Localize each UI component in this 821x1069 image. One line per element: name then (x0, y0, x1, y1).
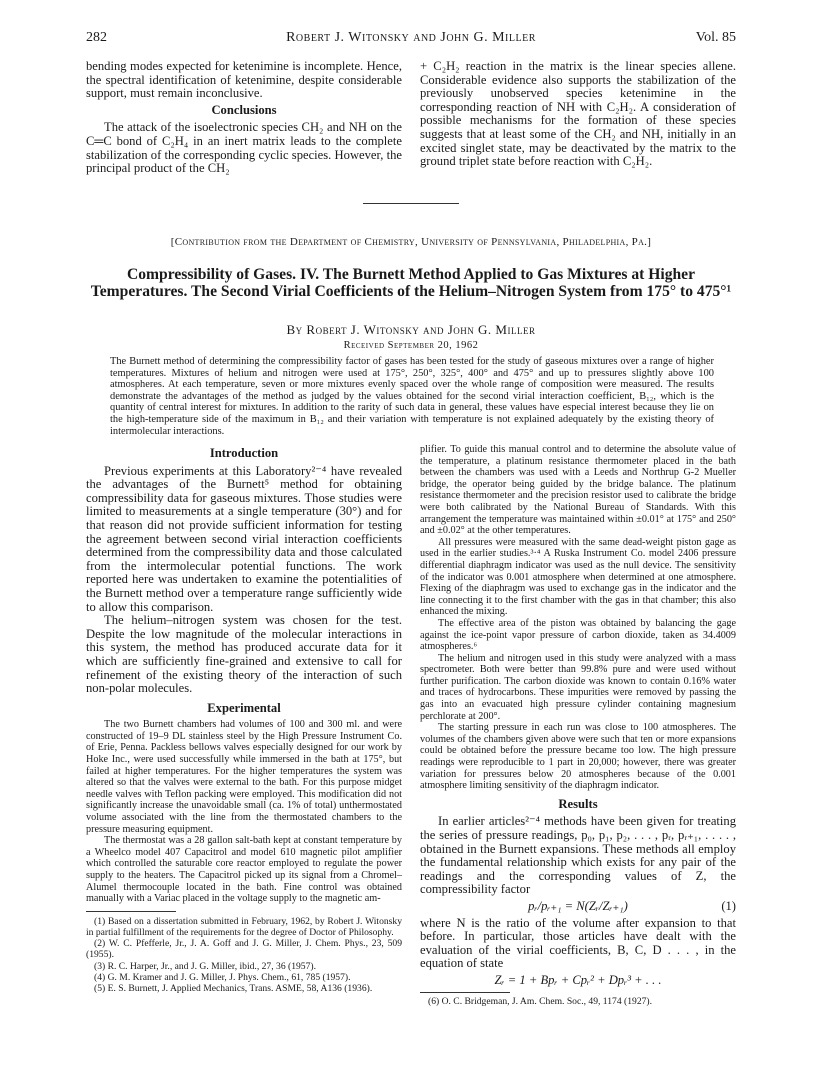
footnote-3: (3) R. C. Harper, Jr., and J. G. Miller, ibid., 27, 36 (1957). (94, 960, 316, 972)
experimental-paragraph-4: All pressures were measured with the same dead-weight piston gage as used in the earlier studies.³·⁴ A Ruska Instrument Co. model 2406 pressure differential diaphragm indicator was used as the null device. The sensitivity of the indicator was 0.001 atmosphere when determined at one atmosphere. Flexing of the diaphragm was used to exchange gas in the indicator and the line connecting it to the first chamber with the gas in that chamber; this also enhanced the mixing. (420, 536, 736, 618)
continued-paragraph: bending modes expected for ketenimine is incomplete. Hence, the spectral identification of ketenimine, despite considerable support, must remain inconclusive. (86, 59, 402, 101)
equation-1 (420, 900, 736, 914)
top-left-column (86, 60, 402, 176)
footnote-2: (2) W. C. Pfefferle, Jr., J. A. Goff and J. G. Miller, J. Chem. Phys., 23, 509 (1955). (86, 938, 402, 961)
results-paragraph-1: In earlier articles²⁻⁴ methods have been given for treating the series of pressure readings, p₀, p₁, p₂, . . . , pᵣ, pᵣ₊₁, . . . . , obtained in the Burnett expansions. These methods all employ the fundamental relationship which exists for any pair of the readings and the corresponding values of Z, the compressibility factor (420, 814, 736, 897)
article-title: Compressibility of Gases. IV. The Burnett Method Applied to Gas Mixtures at Higher Temperatures. The Second Virial Coefficients of the Helium–Nitrogen System from 175° to 475°¹ (90, 266, 732, 300)
footnote-rule (86, 911, 176, 912)
page-number: 282 (86, 30, 107, 45)
footnotes-right (420, 996, 736, 1007)
conclusions-heading: Conclusions (211, 102, 277, 117)
experimental-paragraph-1: The two Burnett chambers had volumes of 100 and 300 ml. and were constructed of 19–9 DL stainless steel by the High Pressure Instrument Co. of Erie, Penna. Packless bellows valves especially designed for our work by Hoke Inc., were used successfully while immersed in the bath at 175°, but failed at higher temperatures. For the higher temperatures the system was altered so that the valves were external to the bath. For this purpose midget needle valves with Teflon packing were employed. This modification did not significantly increase the unavoidable small (ca. 1% of total) unthermostated volume associated with the line from the thermostated chambers to the pressure measuring equipment. (86, 719, 402, 835)
right-column (420, 444, 736, 1007)
running-header (86, 30, 736, 50)
abstract: The Burnett method of determining the compressibility factor of gases has been tested for the study of gaseous mixtures over a range of higher temperatures. Mixtures of helium and nitrogen were used at 175°, 250°, 325°, 400° and 475° and up to pressures slightly above 100 atmospheres. At each temperature, seven or more mixtures evenly spaced over the whole range of composition were measured. The results demonstrate the advantages of the method as judged by the values obtained for the second virial interaction coefficient, B₁₂, which is the quantity of central interest for mixtures. In addition to the rarity of such data in general, these values have especial interest because they lie on the high-temperature side of the maximum in B₁₂ and their variation with temperature is not explained adequately by the existing theory of intermolecular interactions. (110, 356, 714, 437)
introduction-heading: Introduction (209, 446, 279, 460)
results-paragraph-2: where N is the ratio of the volume after expansion to that before. In particular, those articles have dealt with the evaluation of the virial coefficients, B, C, D . . . , in the equation of state (420, 915, 736, 971)
introduction-paragraph-1: Previous experiments at this Laboratory²⁻⁴ have revealed the advantages of the Burnett⁵ method for obtaining compressibility data for gaseous mixtures. Those studies were limited to measurements at a single temperature (30°) and for that reason did not provide sufficient information for testing the agreement between second virial interaction coefficients determined from the compressibility data and those calculated from the intermolecular potential functions. The work reported here was undertaken to examine the potentialities of the Burnett method over a temperature range sufficiently wide to allow this comparison. (86, 463, 402, 614)
continued-paragraph-right: + C₂H₂ reaction in the matrix is the linear species allene. Considerable evidence also supports the stabilization of the previously unobserved species ketenimine in the corresponding reaction of NH with C₂H₂. A consideration of possible mechanisms for the formation of these species suggests that at least some of the CH₂ and NH, initially in an excited singlet state, may be deactivated by the matrix to the ground triplet state before reaction with C₂H₂. (420, 59, 736, 169)
experimental-paragraph-5: The effective area of the piston was obtained by balancing the gage against the ice-point vapor pressure of carbon dioxide, taken as 34.4009 atmospheres.⁶ (420, 617, 736, 653)
equation-1-body: pᵣ/pᵣ₊₁ = N(Zᵣ/Zᵣ₊₁) (528, 898, 628, 913)
byline: By Robert J. Witonsky and John G. Miller (286, 322, 536, 337)
footnote-1: (1) Based on a dissertation submitted in February, 1962, by Robert J. Witonsky in partial fulfillment of the requirements for the degree of Doctor of Philosophy. (86, 915, 402, 938)
footnote-6: (6) O. C. Bridgeman, J. Am. Chem. Soc., 49, 1174 (1927). (428, 995, 653, 1007)
equation-2 (420, 974, 736, 988)
equation-1-number: (1) (721, 898, 736, 913)
introduction-paragraph-2: The helium–nitrogen system was chosen for the test. Despite the low magnitude of the molecular interactions in this system, the method has produced accurate data for it which are sufficiently fine-grained and extensive to call for refinement of the existing theory of the interaction of such non-polar molecules. (86, 613, 402, 696)
results-heading: Results (558, 796, 598, 811)
received-date: Received September 20, 1962 (343, 340, 479, 351)
top-right-column (420, 60, 736, 169)
footnotes-left (86, 916, 402, 994)
running-authors: Robert J. Witonsky and John G. Miller (286, 30, 536, 45)
volume-number: Vol. 85 (695, 30, 736, 45)
contribution-line: [Contribution from the Department of Chemistry, University of Pennsylvania, Philadelphia, Pa.] (170, 236, 652, 248)
experimental-paragraph-2: The thermostat was a 28 gallon salt-bath kept at constant temperature by a Wheelco model 407 Capacitrol and model 610 magnetic pilot amplifier which controlled the saturable core reactor employed to regulate the power supply to the heaters. The Capacitrol picked up its signal from a Chromel–Alumel thermocouple located in the bath. Fine control was obtained manually with a Variac placed in the voltage supply to the magnetic am- (86, 835, 402, 905)
footnote-4: (4) G. M. Kramer and J. G. Miller, J. Phys. Chem., 61, 785 (1957). (94, 971, 351, 983)
experimental-paragraph-3: plifier. To guide this manual control and to determine the absolute value of the temperature, a platinum resistance thermometer placed in the bath between the chambers was used with a Leeds and Northrup G-2 Mueller bridge, the operator being guided by the bridge balance. The platinum resistance thermometer and the precision resistor used to calibrate the bridge were both calibrated by the National Bureau of Standards. With this arrangement the temperature was maintained within ±0.01° at 175° and 250° and ±0.02° at the other temperatures. (420, 444, 736, 537)
experimental-paragraph-6: The helium and nitrogen used in this study were analyzed with a mass spectrometer. Both were better than 99.8% pure and were used without further purification. The carbon dioxide was known to contain 0.16% water and traces of hydrocarbons. These impurities were removed by passing the gas into an evacuated high pressure cylinder containing magnesium perchlorate at 200°. (420, 652, 736, 722)
footnote-5: (5) E. S. Burnett, J. Applied Mechanics, Trans. ASME, 58, A136 (1936). (94, 983, 373, 994)
footnote-rule-right (420, 992, 510, 993)
left-column (86, 444, 402, 994)
equation-2-body: Zᵣ = 1 + Bpᵣ + Cpᵣ² + Dpᵣ³ + . . . (494, 972, 662, 987)
experimental-heading: Experimental (207, 700, 281, 715)
conclusions-paragraph: The attack of the isoelectronic species CH₂ and NH on the C═C bond of C₂H₄ in an inert matrix leads to the complete stabilization of the corresponding cyclic species. However, the principal product of the CH₂ (86, 120, 402, 176)
article-separator (363, 203, 459, 204)
experimental-paragraph-7: The starting pressure in each run was close to 100 atmospheres. The volumes of the chambers given above were such that ten or more expansions could be obtained before the pressure became too low. The high pressure readings were reproducible to 1 part in 20,000; however, there was greater variation for pressures below 20 atmospheres because of the 0.001 atmosphere limiting sensitivity of the diaphragm indicator. (420, 722, 736, 792)
